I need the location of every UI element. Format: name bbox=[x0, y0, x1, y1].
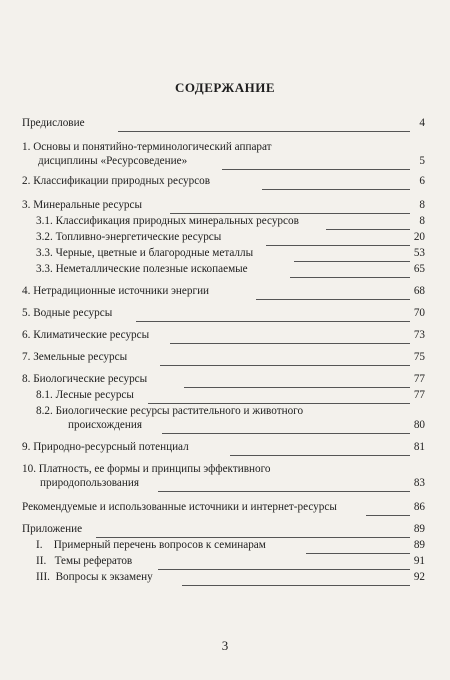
toc-entry[interactable] bbox=[0, 522, 450, 538]
toc-entry-page: 8 bbox=[419, 215, 425, 227]
toc-entry-label: 10. Платность, ее формы и принципы эффективного bbox=[22, 463, 271, 475]
toc-entry-page: 77 bbox=[413, 373, 425, 385]
dot-leader bbox=[170, 343, 410, 344]
toc-entry-label: 3.2. Топливно-энергетические ресурсы bbox=[36, 231, 222, 243]
toc-entry-page: 65 bbox=[413, 263, 425, 275]
toc-entry-page: 70 bbox=[413, 307, 425, 319]
toc-entry[interactable] bbox=[0, 554, 450, 570]
toc-entry-label-continued: происхождения bbox=[68, 419, 142, 431]
toc-entry-page: 83 bbox=[413, 477, 425, 489]
toc-entry-label: 3. Минеральные ресурсы bbox=[22, 199, 143, 211]
toc-entry[interactable] bbox=[0, 306, 450, 322]
toc-entry-label: 6. Климатические ресурсы bbox=[22, 329, 150, 341]
toc-entry-label: Приложение bbox=[22, 523, 83, 535]
toc-entry-label-continued: дисциплины «Ресурсоведение» bbox=[38, 155, 188, 167]
toc-entry[interactable] bbox=[0, 462, 450, 492]
toc-entry[interactable] bbox=[0, 230, 450, 246]
toc-entry-label: 7. Земельные ресурсы bbox=[22, 351, 128, 363]
dot-leader bbox=[262, 189, 410, 190]
dot-leader bbox=[162, 433, 410, 434]
toc-entry-page: 6 bbox=[419, 175, 425, 187]
dot-leader bbox=[118, 131, 410, 132]
dot-leader bbox=[160, 365, 410, 366]
toc-entry-label: I. Примерный перечень вопросов к семинарам bbox=[36, 539, 266, 551]
dot-leader bbox=[222, 169, 410, 170]
toc-entry-label: 1. Основы и понятийно-терминологический аппарат bbox=[22, 141, 272, 153]
toc-entry-label-continued: природопользования bbox=[40, 477, 140, 489]
toc-entry-label: 4. Нетрадиционные источники энергии bbox=[22, 285, 210, 297]
toc-entry-page: 91 bbox=[413, 555, 425, 567]
toc-entry-label: 8.2. Биологические ресурсы растительного и животного bbox=[36, 405, 304, 417]
toc-entry-page: 80 bbox=[413, 419, 425, 431]
toc-entry[interactable] bbox=[0, 350, 450, 366]
toc-entry-label: III. Вопросы к экзамену bbox=[36, 571, 153, 583]
toc-entry-page: 89 bbox=[413, 539, 425, 551]
toc-entry[interactable] bbox=[0, 246, 450, 262]
dot-leader bbox=[136, 321, 410, 322]
toc-entry[interactable] bbox=[0, 174, 450, 190]
toc-entry-page: 75 bbox=[413, 351, 425, 363]
toc-entry[interactable] bbox=[0, 116, 450, 132]
toc-entry-page: 5 bbox=[419, 155, 425, 167]
toc-entry-page: 8 bbox=[419, 199, 425, 211]
dot-leader bbox=[230, 455, 410, 456]
toc-entry-label: Предисловие bbox=[22, 117, 85, 129]
toc-entry-page: 92 bbox=[413, 571, 425, 583]
toc-entry-page: 86 bbox=[413, 501, 425, 513]
toc-entry-label: 8. Биологические ресурсы bbox=[22, 373, 148, 385]
toc-entry[interactable] bbox=[0, 372, 450, 388]
toc-entry-label: 3.3. Неметаллические полезные ископаемые bbox=[36, 263, 248, 275]
toc-entry-page: 89 bbox=[413, 523, 425, 535]
toc-entry[interactable] bbox=[0, 388, 450, 404]
toc-entry[interactable] bbox=[0, 284, 450, 300]
dot-leader bbox=[182, 585, 410, 586]
toc-entry-label: 8.1. Лесные ресурсы bbox=[36, 389, 134, 401]
toc-entry-page: 81 bbox=[413, 441, 425, 453]
toc-entry[interactable] bbox=[0, 328, 450, 344]
dot-leader bbox=[158, 491, 410, 492]
toc-entry[interactable] bbox=[0, 538, 450, 554]
toc-entry-label: 3.3. Черные, цветные и благородные металлы bbox=[36, 247, 254, 259]
toc-entry-label: 5. Водные ресурсы bbox=[22, 307, 113, 319]
toc-entry-page: 68 bbox=[413, 285, 425, 297]
dot-leader bbox=[290, 277, 410, 278]
toc-entry[interactable] bbox=[0, 440, 450, 456]
toc-entry-page: 73 bbox=[413, 329, 425, 341]
toc-entry[interactable] bbox=[0, 214, 450, 230]
toc-entry[interactable] bbox=[0, 262, 450, 278]
toc-entry-label: 9. Природно-ресурсный потенциал bbox=[22, 441, 189, 453]
page-number: 3 bbox=[221, 638, 229, 653]
toc-entry-label: II. Темы рефератов bbox=[36, 555, 133, 567]
page-title: СОДЕРЖАНИЕ bbox=[174, 80, 276, 95]
toc-entry[interactable] bbox=[0, 404, 450, 434]
toc-entry[interactable] bbox=[0, 198, 450, 214]
toc-entry-label: 3.1. Классификация природных минеральных ресурсов bbox=[36, 215, 299, 227]
toc-entry-page: 4 bbox=[419, 117, 425, 129]
dot-leader bbox=[256, 299, 410, 300]
toc-entry-label: Рекомендуемые и использованные источники и интернет-ресурсы bbox=[22, 501, 337, 513]
toc-entry-page: 20 bbox=[413, 231, 425, 243]
toc-entry[interactable] bbox=[0, 570, 450, 586]
toc-entry-page: 53 bbox=[413, 247, 425, 259]
dot-leader bbox=[366, 515, 410, 516]
toc-entry[interactable] bbox=[0, 140, 450, 170]
toc-entry[interactable] bbox=[0, 500, 450, 516]
toc-entry-label: 2. Классификации природных ресурсов bbox=[22, 175, 211, 187]
toc-entry-page: 77 bbox=[413, 389, 425, 401]
